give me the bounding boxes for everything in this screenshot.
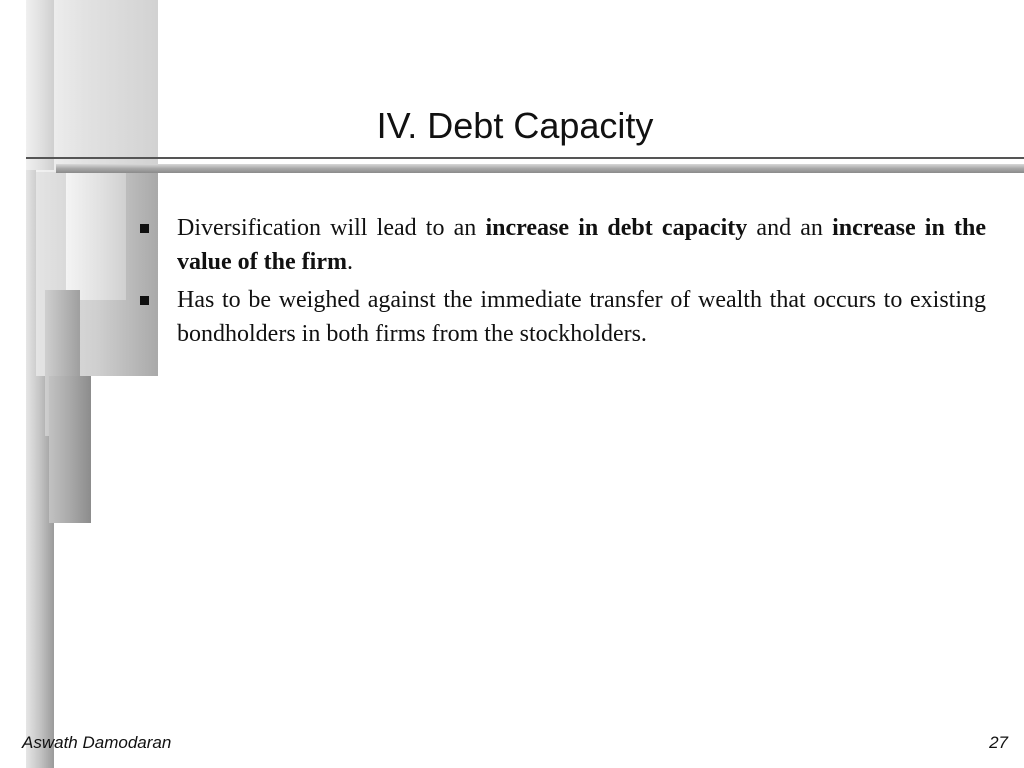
footer-author: Aswath Damodaran — [22, 733, 172, 752]
decorative-bar-left-top — [26, 0, 54, 170]
bullet-list — [138, 211, 986, 355]
title-divider-thin — [26, 157, 1024, 159]
bullet-text: and an — [747, 215, 833, 241]
bullet-text: Diversification will lead to an — [177, 215, 486, 241]
square-bullet-icon — [140, 224, 149, 233]
decorative-bar-long — [49, 376, 91, 523]
bullet-text: Has to be weighed against the immediate transfer of wealth that occurs to existing bondholders in both firms from the stockholders. — [177, 287, 986, 347]
bullet-emphasis: increase in debt capacity — [485, 215, 748, 241]
page-number: 27 — [989, 733, 1008, 752]
title-divider-thick — [56, 164, 1024, 173]
bullet-text: . — [346, 249, 353, 275]
bullet-item — [138, 211, 986, 279]
decorative-bar-inner — [66, 172, 126, 300]
square-bullet-icon — [140, 296, 149, 305]
slide-title: IV. Debt Capacity — [376, 105, 654, 146]
bullet-emphasis: increase in the value of the firm — [177, 215, 986, 275]
bullet-item — [138, 283, 986, 351]
